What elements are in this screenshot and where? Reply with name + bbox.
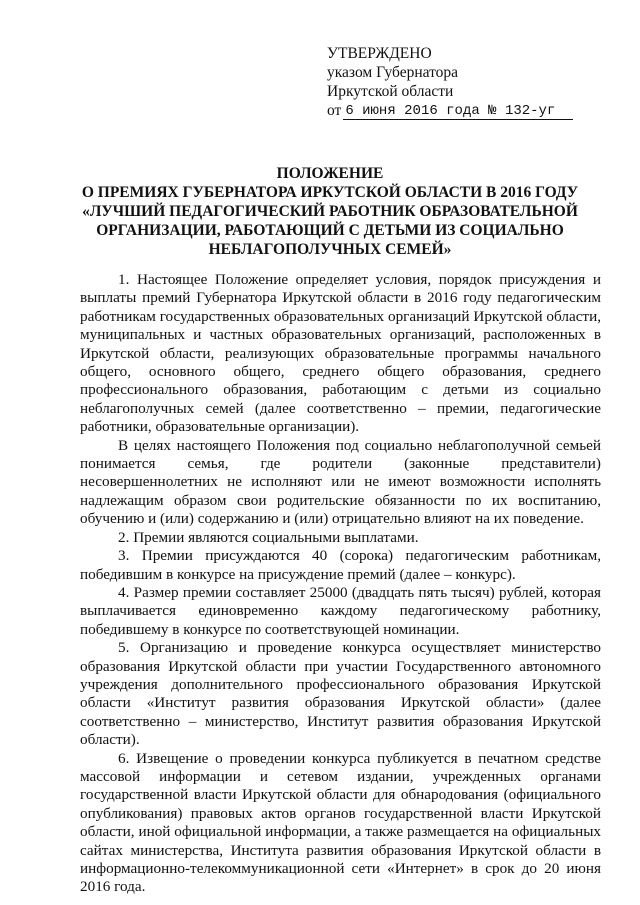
approval-decree: указом Губернатора xyxy=(327,64,459,81)
approval-region: Иркутской области xyxy=(327,83,454,100)
title-line: НЕБЛАГОПОЛУЧНЫХ СЕМЕЙ» xyxy=(208,241,452,258)
approval-date-line xyxy=(327,101,587,120)
paragraph-3: 3. Премии присуждаются 40 (сорока) педагогическим работникам, победившим в конкурсе на присуждение премий (далее – конкурс). xyxy=(80,547,601,583)
paragraph-5: 5. Организацию и проведение конкурса осуществляет министерство образования Иркутской области при участии Государственного автономного учреждения дополнительного профессионального образования Иркутской области «Институт развития образования Иркутской области» (далее соответственно – министерство, Институт развития образования Иркутской области). xyxy=(80,639,601,749)
title-line: ПОЛОЖЕНИЕ xyxy=(276,165,384,182)
approval-date-prefix: от xyxy=(327,102,342,119)
paragraph-4: 4. Размер премии составляет 25000 (двадцать пять тысяч) рублей, которая выплачивается единовременно каждому педагогическому работнику, победившему в конкурсе по соответствующей номинации. xyxy=(80,583,601,638)
title-line: О ПРЕМИЯХ ГУБЕРНАТОРА ИРКУТСКОЙ ОБЛАСТИ В 2016 ГОДУ xyxy=(81,184,579,201)
paragraph-6: 6. Извещение о проведении конкурса публикуется в печатном средстве массовой информации и сетевом издании, учрежденных органами государственной власти Иркутской области для обнародования (официального опубликования) правовых актов органов государственной власти Иркутской области, иной официальной информации, а также размещается на официальных сайтах министерства, Института развития образования Иркутской области в информационно-телекоммуникационной сети «Интернет» в срок до 20 июня 2016 года. xyxy=(80,749,601,896)
document-title xyxy=(60,164,600,259)
title-line: ОРГАНИЗАЦИИ, РАБОТАЮЩИЙ С ДЕТЬМИ ИЗ СОЦИАЛЬНО xyxy=(96,222,564,239)
paragraph-1: 1. Настоящее Положение определяет условия, порядок присуждения и выплаты премий Губернатора Иркутской области в 2016 году педагогическим работникам государственных образовательных организаций Иркутской области, муниципальных и частных образовательных организаций, расположенных в Иркутской области, реализующих образовательные программы начального общего, основного общего, среднего общего образования, среднего профессионального образования, работающим с детьми из социально неблагополучных семей (далее соответственно – премии, педагогические работники, образовательные организации). xyxy=(80,271,601,436)
approval-date-value: 6 июня 2016 года № 132-уг xyxy=(343,103,573,120)
paragraph-2: 2. Премии являются социальными выплатами. xyxy=(118,528,419,546)
approval-heading: УТВЕРЖДЕНО xyxy=(327,45,432,62)
approval-stamp xyxy=(327,44,587,120)
paragraph-definition: В целях настоящего Положения под социально неблагополучной семьей понимается семья, где родители (законные представители) несовершеннолетних не исполняют или не имеют возможности исполнять надлежащим образом свои родительские обязанности по их воспитанию, обучению и (или) содержанию и (или) отрицательно влияют на их поведение. xyxy=(80,436,601,528)
document-body xyxy=(80,271,601,897)
title-line: «ЛУЧШИЙ ПЕДАГОГИЧЕСКИЙ РАБОТНИК ОБРАЗОВАТЕЛЬНОЙ xyxy=(82,203,578,220)
